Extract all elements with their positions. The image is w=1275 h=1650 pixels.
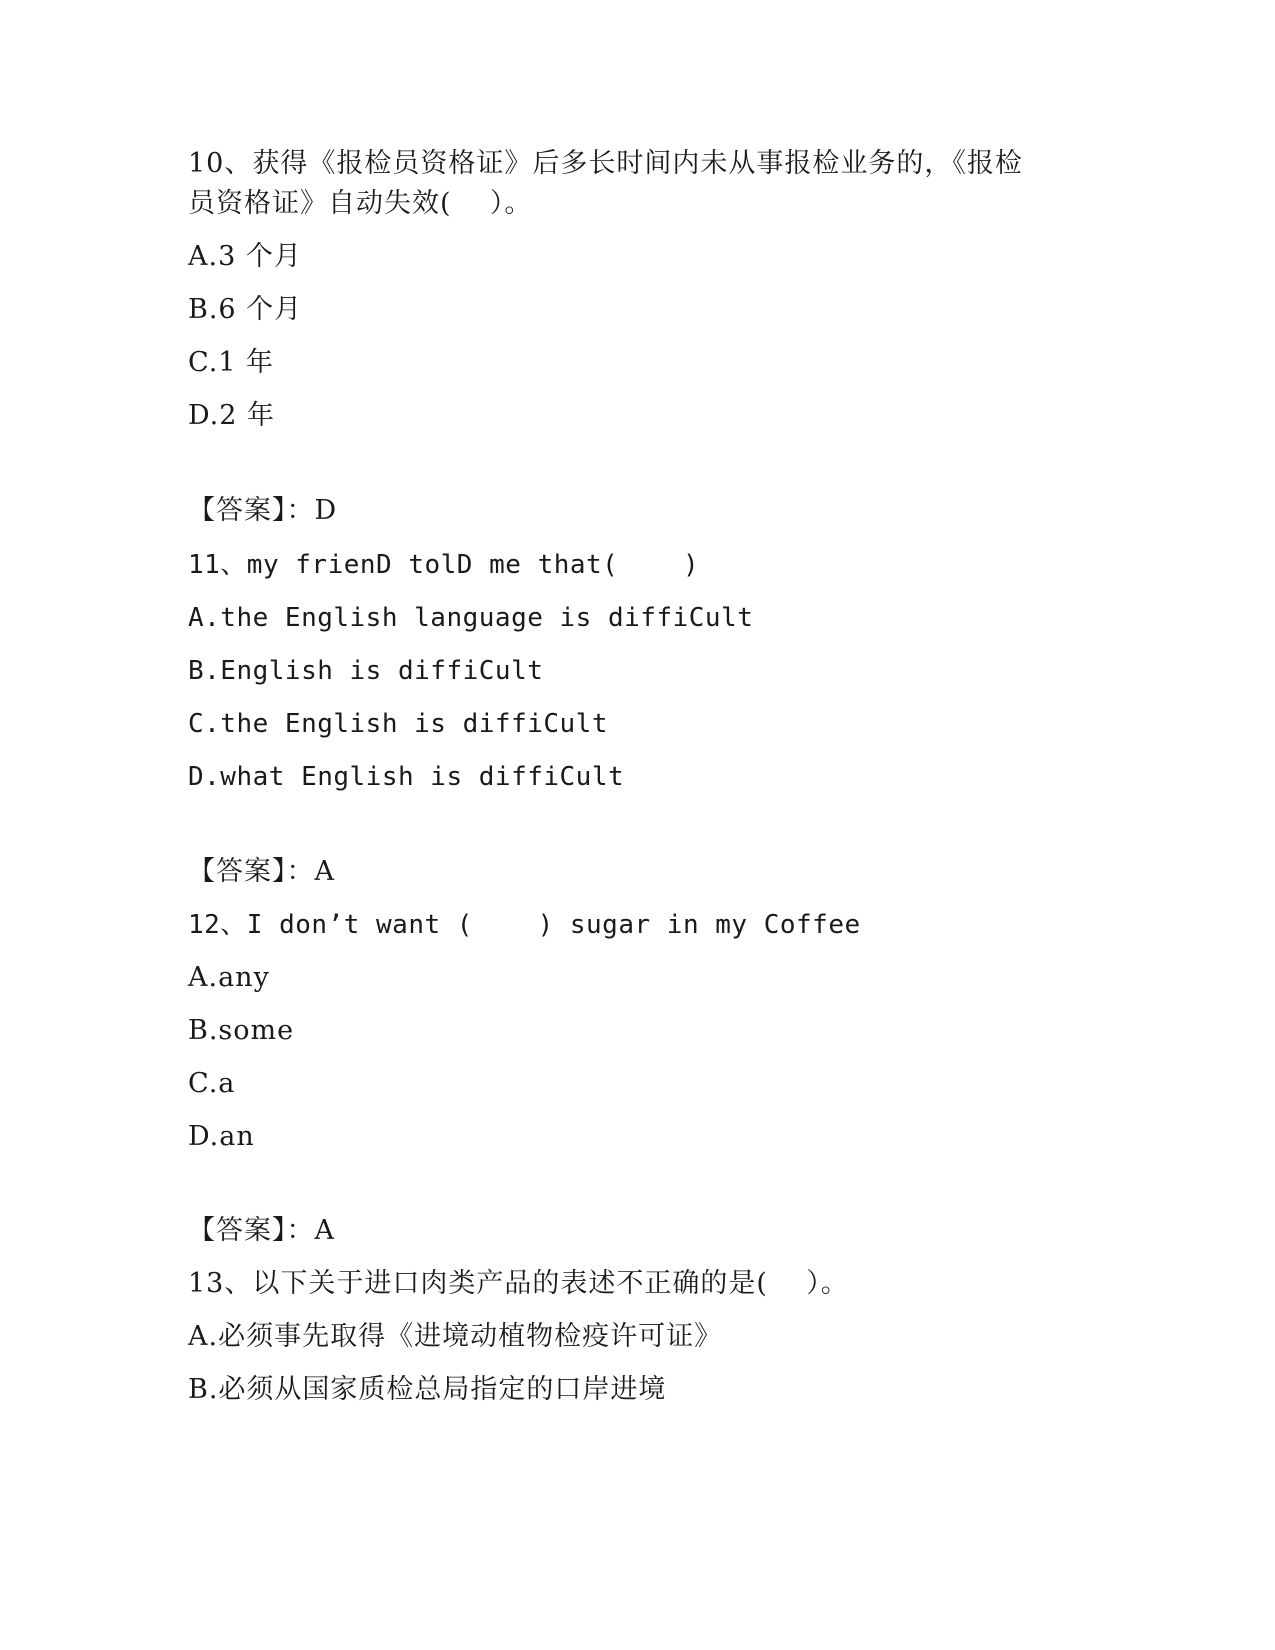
question-10-option-c: C.1 年	[188, 347, 275, 378]
question-12-answer: 【答案】：A	[188, 1215, 335, 1246]
question-10-stem-line-1: 10、获得《报检员资格证》后多长时间内未从事报检业务的，《报检	[188, 148, 1023, 179]
question-10-option-b: B.6 个月	[188, 294, 303, 325]
question-10-option-d: D.2 年	[188, 400, 276, 431]
question-11-option-a: A.the English language is diffiCult	[188, 603, 754, 633]
question-13-stem: 13、以下关于进口肉类产品的表述不正确的是( ）。	[188, 1268, 849, 1299]
question-11-stem: 11、my frienD tolD me that( )	[188, 550, 700, 580]
question-10-answer: 【答案】：D	[188, 495, 338, 526]
question-11-option-c: C.the English is diffiCult	[188, 709, 608, 739]
question-11-answer: 【答案】：A	[188, 856, 335, 887]
question-11-option-b: B.English is diffiCult	[188, 656, 544, 686]
question-12-option-c: C.a	[188, 1068, 236, 1099]
question-11-option-d: D.what English is diffiCult	[188, 762, 625, 792]
question-13-option-a: A.必须事先取得《进境动植物检疫许可证》	[188, 1321, 723, 1352]
question-12-stem: 12、I don’t want ( ) sugar in my Coffee	[188, 910, 861, 940]
question-12-option-b: B.some	[188, 1015, 295, 1046]
question-10-option-a: A.3 个月	[188, 241, 302, 272]
question-10-stem-line-2: 员资格证》自动失效( ）。	[188, 188, 533, 219]
question-13-option-b: B.必须从国家质检总局指定的口岸进境	[188, 1374, 667, 1405]
question-12-option-d: D.an	[188, 1121, 255, 1152]
question-12-option-a: A.any	[188, 962, 270, 993]
